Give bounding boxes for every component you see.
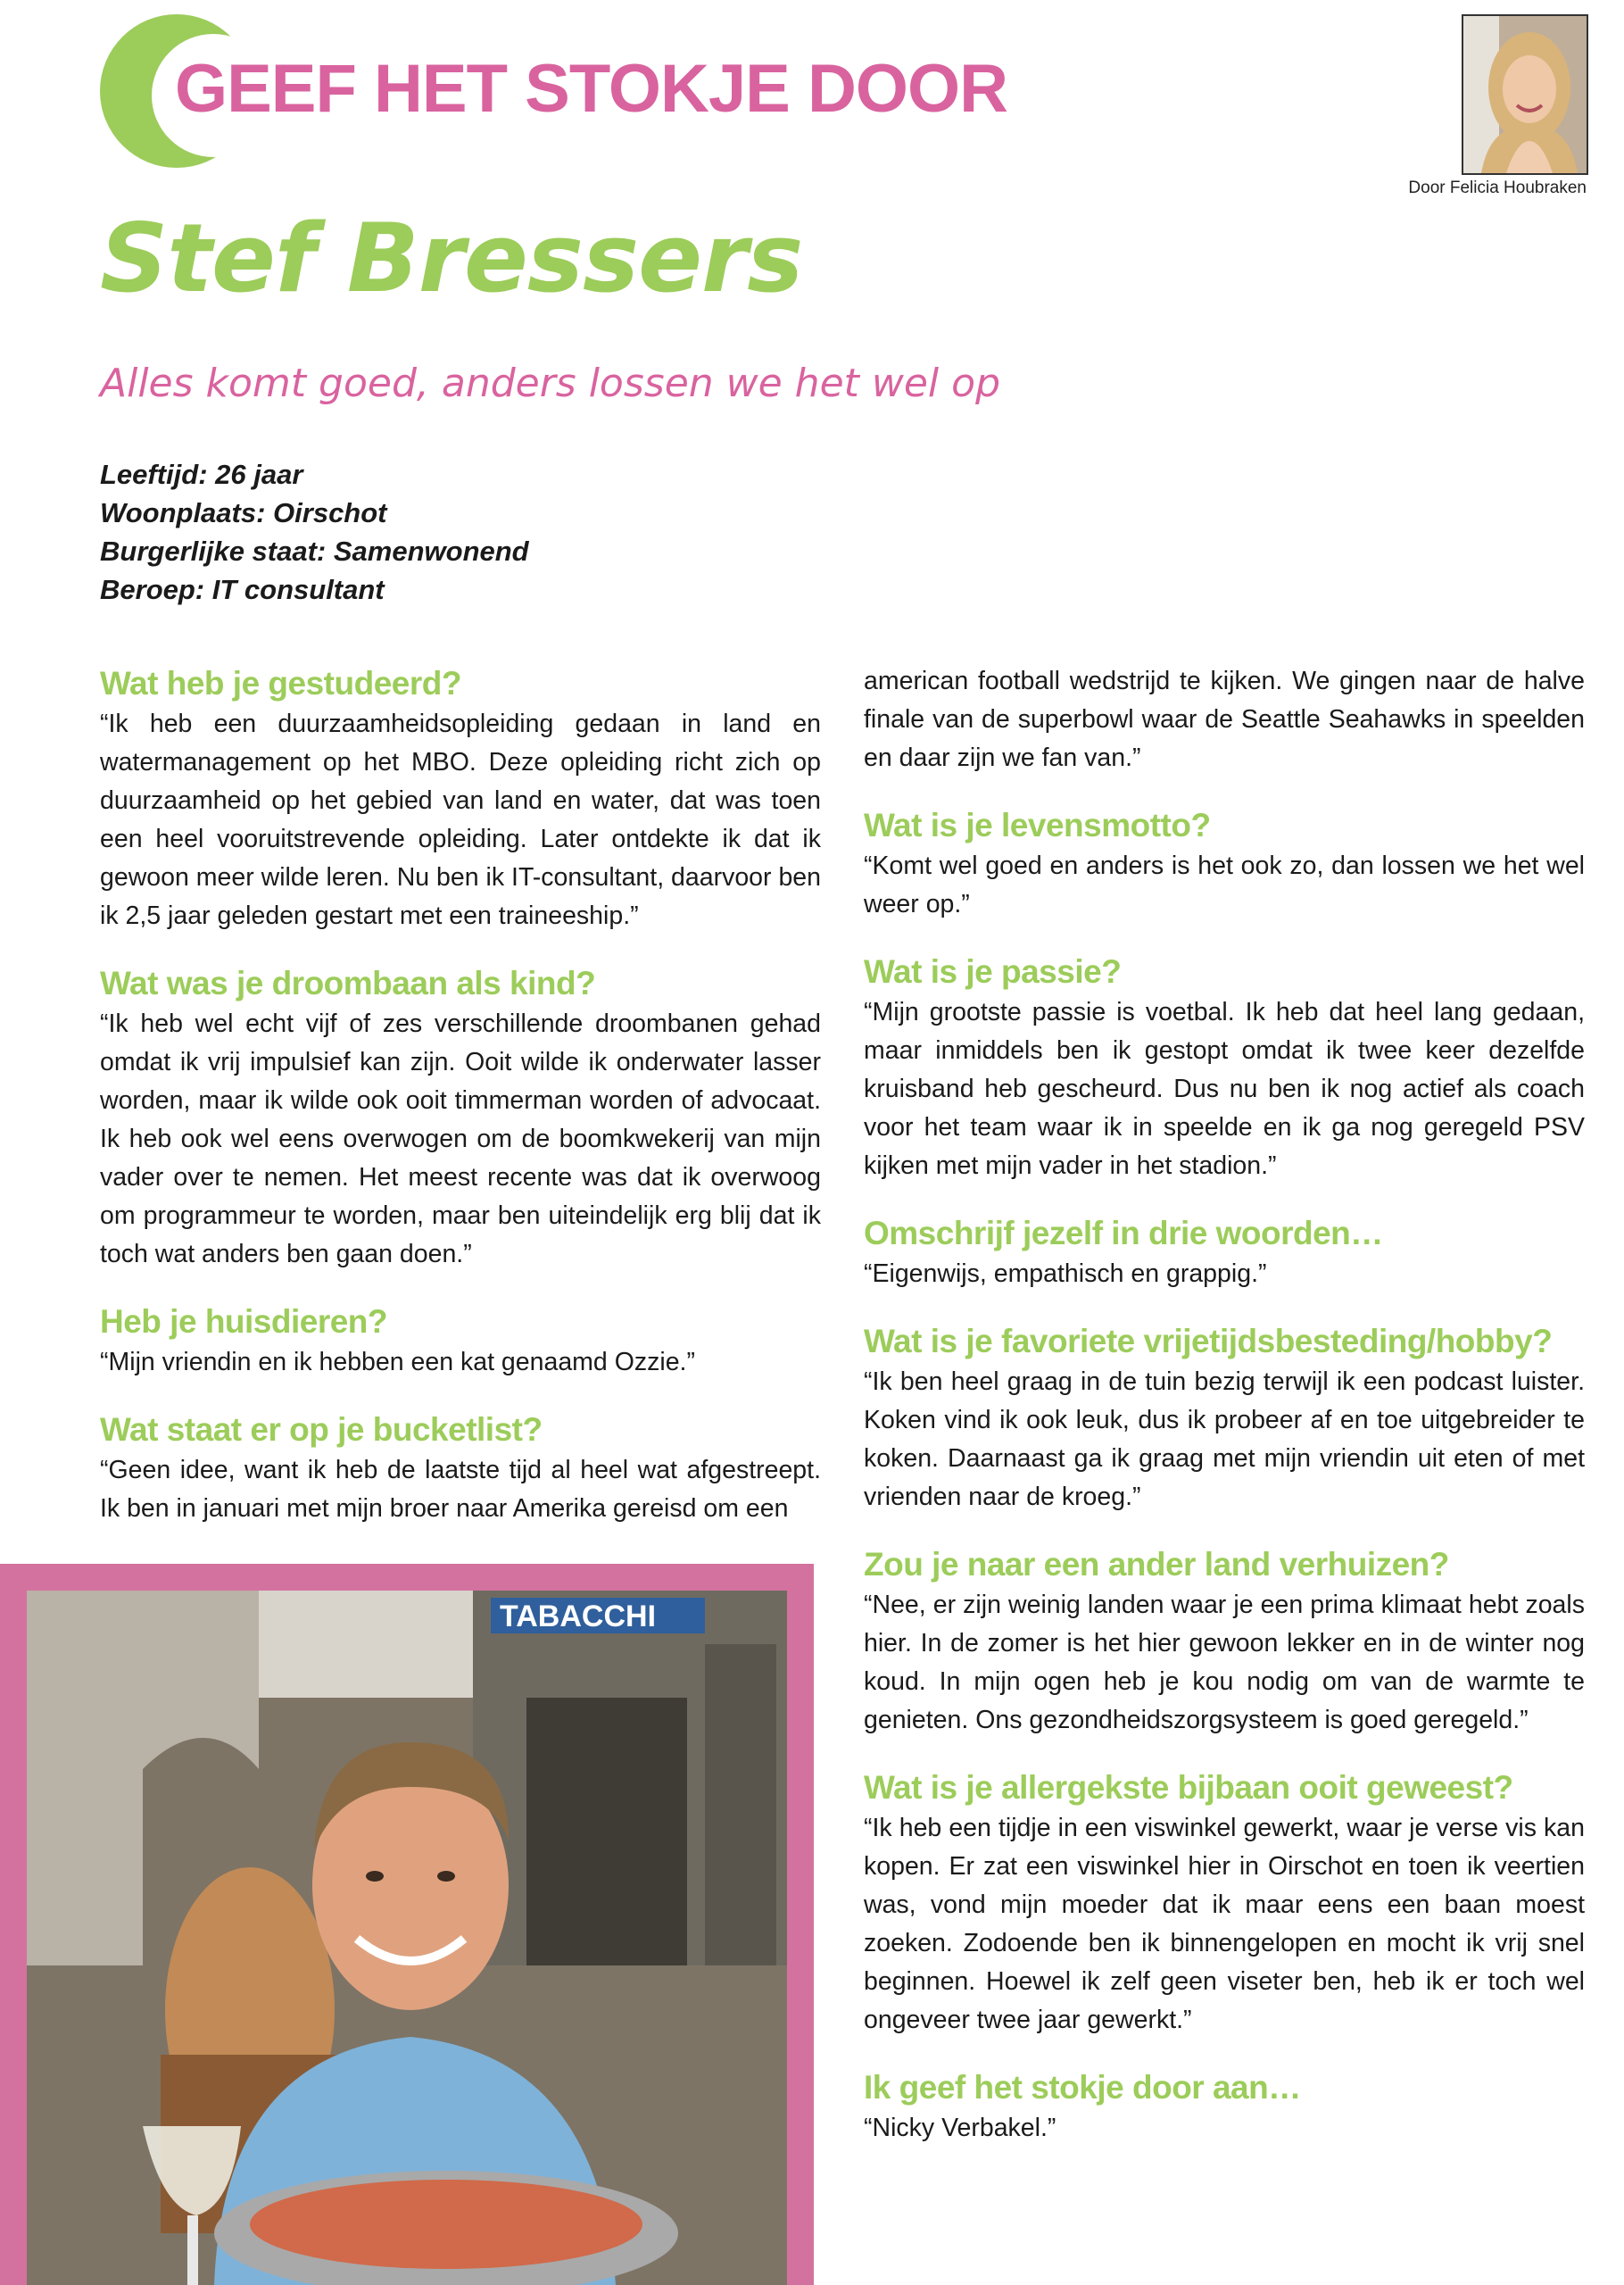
person-name: Stef Bressers [100, 204, 803, 313]
answer: “Eigenwijs, empathisch en grappig.” [864, 1259, 1267, 1288]
bucketlist-continuation: american football wedstrijd te kijken. We gingen naar de halve finale van de superbowl waar de Seattle Seahawks in speelden en daar zijn we fan van.” [864, 667, 1585, 772]
left-column [100, 662, 821, 1555]
answer: “Mijn vriendin en ik hebben een kat genaamd Ozzie.” [100, 1348, 695, 1376]
question: Wat heb je gestudeerd? [100, 665, 461, 702]
author-credit: Door Felicia Houbraken [1408, 179, 1587, 197]
question: Wat is je favoriete vrijetijdsbesteding/hobby? [864, 1323, 1553, 1359]
qa-passion [864, 951, 1585, 1185]
portrait-photo [27, 1591, 787, 2285]
qa-three-words [864, 1212, 1585, 1293]
right-column [864, 662, 1585, 2174]
question: Wat was je droombaan als kind? [100, 965, 596, 1001]
qa-pets [100, 1300, 821, 1382]
photo-frame [0, 1564, 814, 2285]
facts-list [100, 455, 529, 609]
question: Zou je naar een ander land verhuizen? [864, 1546, 1449, 1583]
qa-motto [864, 804, 1585, 924]
qa-move-abroad [864, 1543, 1585, 1740]
question: Wat is je passie? [864, 953, 1122, 990]
author-photo [1462, 14, 1588, 175]
answer: “Nicky Verbakel.” [864, 2114, 1056, 2142]
qa-pass-baton [864, 2066, 1585, 2148]
author-portrait [1463, 16, 1587, 173]
answer: “Nee, er zijn weinig landen waar je een prima klimaat hebt zoals hier. In de zomer is het hier gewoon lekker en in de winter nog koud. In mijn ogen heb je kou nodig om van de warmte te genieten. Ons gezondheidszorgsysteem is goed geregeld.” [864, 1591, 1585, 1734]
question: Heb je huisdieren? [100, 1303, 388, 1340]
tabacchi-sign: TABACCHI [500, 1600, 657, 1633]
question: Wat staat er op je bucketlist? [100, 1411, 543, 1448]
qa-craziest-job [864, 1766, 1585, 2040]
tagline: Alles komt goed, anders lossen we het wel op [100, 361, 1000, 406]
answer: “Komt wel goed en anders is het ook zo, dan lossen we het wel weer op.” [864, 852, 1585, 918]
question: Ik geef het stokje door aan… [864, 2069, 1301, 2106]
answer: “Geen idee, want ik heb de laatste tijd al heel wat afgestreept. Ik ben in januari met mijn broer naar Amerika gereisd om een [100, 1456, 821, 1523]
question: Wat is je allergekste bijbaan ooit geweest? [864, 1769, 1513, 1806]
qa-bucketlist [100, 1408, 821, 1528]
question: Omschrijf jezelf in drie woorden… [864, 1215, 1383, 1251]
qa-studied [100, 662, 821, 935]
answer: “Ik heb een duurzaamheidsopleiding gedaan in land en watermanagement op het MBO. Deze opleiding richt zich op duurzaamheid op het gebied van land en water, dat was toen een heel vooruitstrevende opleiding. Later ontdekte ik dat ik gewoon meer wilde leren. Nu ben ik IT-consultant, daarvoor ben ik 2,5 jaar geleden gestart met een traineeship.” [100, 710, 821, 930]
series-title: GEEF HET STOKJE DOOR [175, 51, 1007, 127]
fact-marital-status: Burgerlijke staat: Samenwonend [100, 536, 529, 567]
fact-profession: Beroep: IT consultant [100, 574, 385, 605]
portrait-illustration [27, 1591, 787, 2285]
fact-age: Leeftijd: 26 jaar [100, 459, 303, 490]
qa-hobby [864, 1320, 1585, 1516]
qa-dream-job [100, 962, 821, 1274]
question: Wat is je levensmotto? [864, 807, 1211, 843]
answer: “Mijn grootste passie is voetbal. Ik heb dat heel lang gedaan, maar inmiddels ben ik gestopt omdat ik twee keer dezelfde kruisband heb gescheurd. Dus nu ben ik nog actief als coach voor het team waar ik in speelde en ik ga nog geregeld PSV kijken met mijn vader in het stadion.” [864, 998, 1585, 1180]
answer: “Ik heb een tijdje in een viswinkel gewerkt, waar je verse vis kan kopen. Er zat een viswinkel hier in Oirschot en toen ik veertien was, vond mijn moeder dat ik maar eens een baan moest zoeken. Zodoende ben ik binnengelopen en mocht ik vrij snel beginnen. Hoewel ik zelf geen viseter ben, heb ik er toch wel ongeveer twee jaar gewerkt.” [864, 1814, 1585, 2034]
answer: “Ik ben heel graag in de tuin bezig terwijl ik een podcast luister. Koken vind ik ook leuk, dus ik probeer af en toe uitgebreider te koken. Daarnaast ga ik graag met mijn vriendin uit eten of met vrienden naar de kroeg.” [864, 1367, 1585, 1511]
answer: “Ik heb wel echt vijf of zes verschillende droombanen gehad omdat ik vrij impulsief kan zijn. Ooit wilde ik onderwater lasser worden, maar ik wilde ook ooit timmerman worden of advocaat. Ik heb ook wel eens overwogen om de boomkwekerij van mijn vader over te nemen. Het meest recente was dat ik overwoog om programmeur te worden, maar ben uiteindelijk erg blij dat ik toch wat anders ben gaan doen.” [100, 1010, 821, 1268]
fact-residence: Woonplaats: Oirschot [100, 497, 387, 528]
